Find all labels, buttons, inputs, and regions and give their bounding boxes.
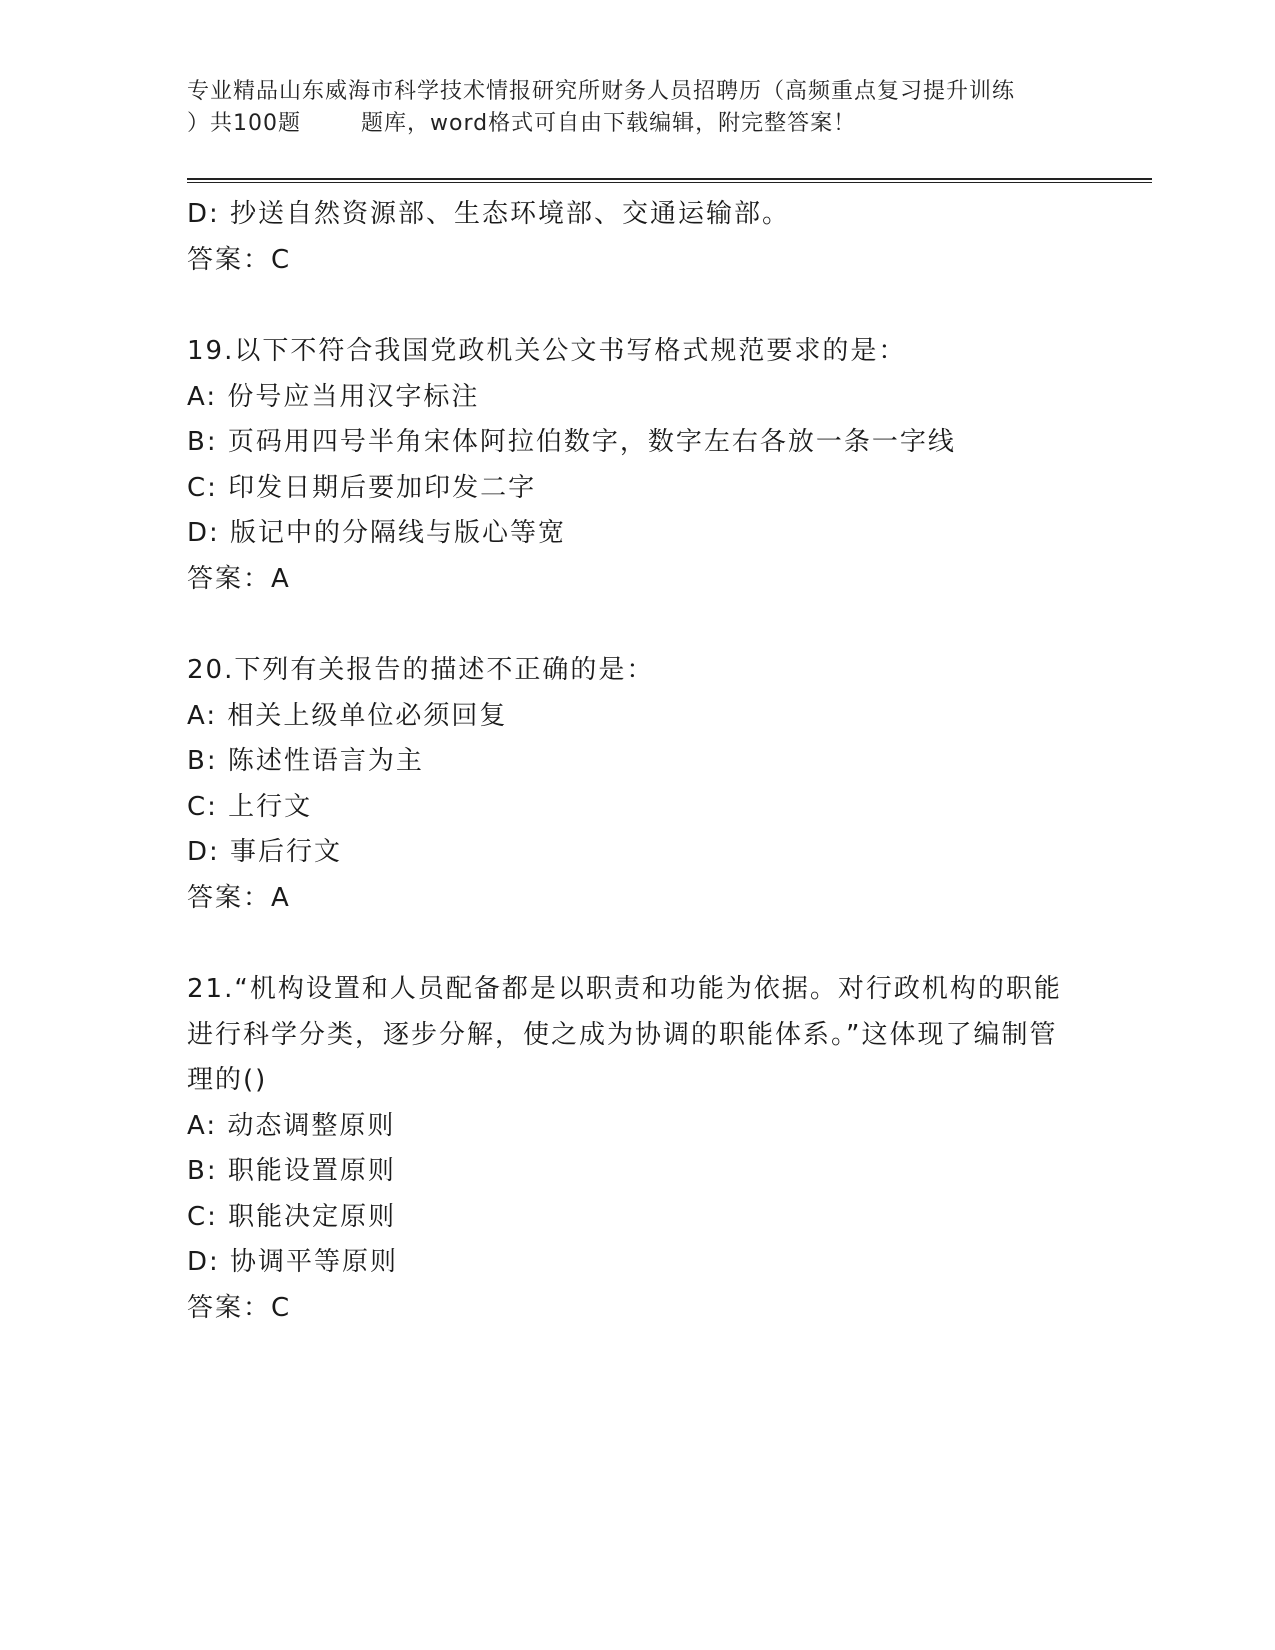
page-header [187,76,1087,140]
option-a: A: 份号应当用汉字标注 [187,381,480,412]
question-stem: 19.以下不符合我国党政机关公文书写格式规范要求的是： [187,336,907,366]
option-c: C: 上行文 [187,791,313,822]
header-title-line2-end: 题库，word格式可自由下载编辑，附完整答案！ [361,111,857,136]
option-b: B: 陈述性语言为主 [187,746,424,776]
header-title-line1: 专业精品山东威海市科学技术情报研究所财务人员招聘历（高频重点复习提升训练 [187,79,1016,104]
answer-line: 答案：A [187,882,291,913]
option-d: D: 协调平等原则 [187,1247,399,1277]
option-b: B: 职能设置原则 [187,1156,396,1186]
option-d: D: 抄送自然资源部、生态环境部、交通运输部。 [187,199,791,229]
option-a: A: 相关上级单位必须回复 [187,700,508,731]
answer-line: 答案：C [187,244,292,275]
question-stem: 21.“机构设置和人员配备都是以职责和功能为依据。对行政机构的职能进行科学分类，逐步分解，使之成为协调的职能体系。”这体现了编制管理的() [187,974,1062,1095]
option-a: A: 动态调整原则 [187,1110,396,1141]
question-21 [187,967,1087,1331]
option-c: C: 印发日期后要加印发二字 [187,472,537,503]
header-divider-thick [187,178,1152,180]
header-divider-thin [187,182,1152,183]
question-stem: 20.下列有关报告的描述不正确的是： [187,655,655,685]
option-d: D: 版记中的分隔线与版心等宽 [187,518,567,548]
option-d: D: 事后行文 [187,837,343,867]
header-title-line2-start: ）共100题 [187,111,301,136]
header-title-line2 [187,108,1087,140]
answer-line: 答案：C [187,1292,292,1323]
option-b: B: 页码用四号半角宋体阿拉伯数字，数字左右各放一条一字线 [187,427,956,457]
question-list [187,192,1087,1377]
question-19 [187,329,1087,602]
question-20 [187,648,1087,921]
answer-line: 答案：A [187,563,291,594]
question-18-partial [187,192,1087,283]
option-c: C: 职能决定原则 [187,1201,397,1232]
